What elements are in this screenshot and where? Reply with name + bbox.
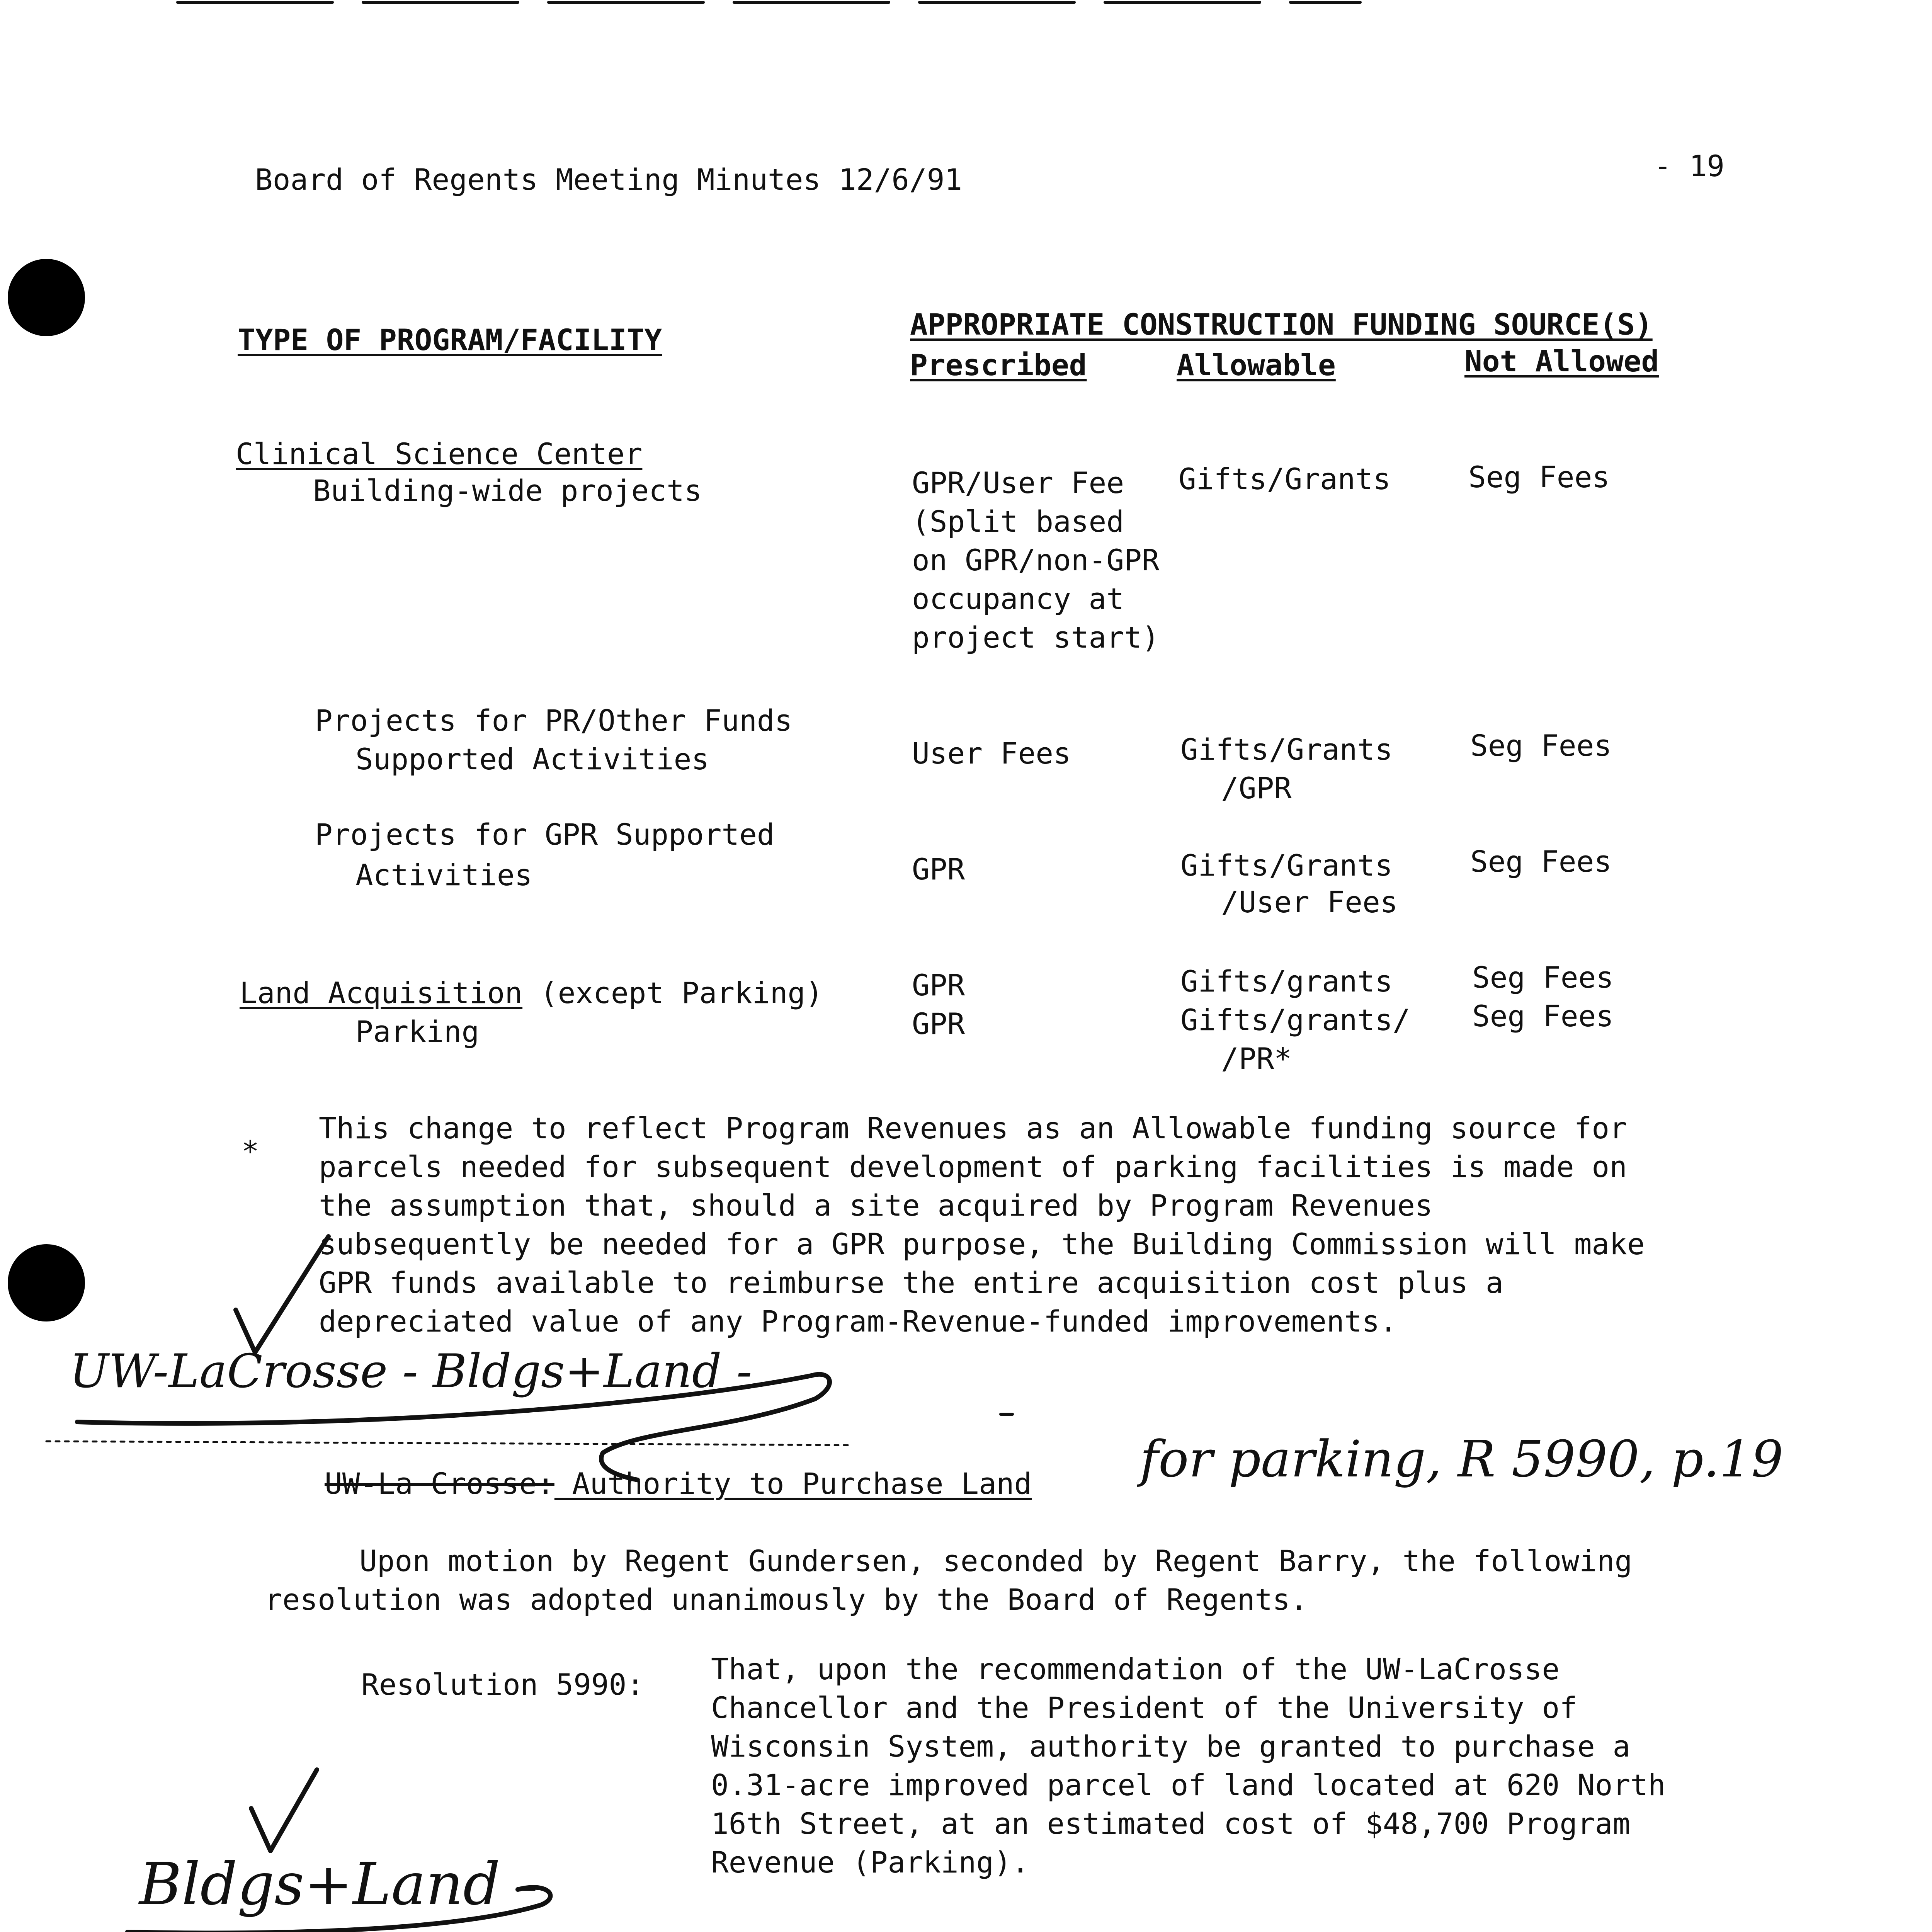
row-gpr-prescribed: GPR — [912, 852, 965, 886]
footnote-line: the assumption that, should a site acquired by Program Revenues — [319, 1188, 1433, 1223]
resolution-line: Wisconsin System, authority be granted to purchase a — [711, 1729, 1631, 1764]
document-title: Board of Regents Meeting Minutes 12/6/91 — [255, 162, 963, 197]
row-parking-allowable-line1: Gifts/grants/ — [1180, 1003, 1410, 1037]
handwritten-note-bldgs-land: Bldgs+Land - — [139, 1851, 538, 1918]
resolution-line: That, upon the recommendation of the UW-LaCrosse — [711, 1652, 1560, 1686]
subheader-not-allowed: Not Allowed — [1464, 344, 1659, 378]
resolution-text — [711, 1650, 1666, 1882]
row-land-acquisition-type — [240, 974, 823, 1012]
resolution-line: 16th Street, at an estimated cost of $48,700 Program — [711, 1806, 1631, 1841]
prescribed-line: project start) — [912, 620, 1160, 655]
resolution-line: Revenue (Parking). — [711, 1845, 1029, 1879]
column-header-type: TYPE OF PROGRAM/FACILITY — [238, 323, 662, 357]
row-parking-not-allowed: Seg Fees — [1472, 999, 1614, 1033]
row-pr-funds-allowable-line1: Gifts/Grants — [1180, 732, 1393, 767]
subheader-prescribed: Prescribed — [910, 348, 1087, 382]
row-parking-type: Parking — [355, 1014, 480, 1049]
row-building-wide-type: Building-wide projects — [313, 473, 702, 508]
row-gpr-type-line2: Activities — [355, 858, 532, 892]
footnote-line: parcels needed for subsequent development of parking facilities is made on — [319, 1150, 1627, 1184]
prescribed-line: on GPR/non-GPR — [912, 543, 1160, 577]
footnote-line: depreciated value of any Program-Revenue-funded improvements. — [319, 1304, 1398, 1338]
checkmark-icon — [236, 1236, 328, 1352]
punch-hole-middle — [8, 1244, 85, 1321]
prescribed-line: occupancy at — [912, 582, 1124, 616]
punch-hole-top — [8, 259, 85, 336]
footnote-line: GPR funds available to reimburse the entire acquisition cost plus a — [319, 1265, 1503, 1300]
except-parking-label: (except Parking) — [522, 976, 823, 1010]
clinical-science-center-title: Clinical Science Center — [236, 437, 643, 471]
prescribed-line: (Split based — [912, 504, 1124, 539]
row-pr-funds-not-allowed: Seg Fees — [1470, 728, 1612, 763]
row-land-acquisition-allowable: Gifts/grants — [1180, 964, 1393, 998]
row-building-wide-prescribed — [912, 464, 1160, 657]
footnote-marker: * — [242, 1134, 259, 1168]
row-pr-funds-type-line2: Supported Activities — [355, 742, 709, 776]
row-building-wide-allowable: Gifts/Grants — [1179, 462, 1391, 496]
row-building-wide-not-allowed: Seg Fees — [1468, 460, 1610, 494]
resolution-label: Resolution 5990: — [361, 1667, 645, 1702]
row-pr-funds-allowable-line2: /GPR — [1221, 771, 1292, 805]
page-number: - 19 — [1654, 149, 1725, 183]
subheader-allowable: Allowable — [1177, 348, 1336, 382]
row-parking-prescribed: GPR — [912, 1007, 965, 1041]
row-land-acquisition-not-allowed: Seg Fees — [1472, 960, 1614, 995]
dashed-rule — [46, 1441, 850, 1445]
checkmark-icon — [251, 1770, 317, 1851]
row-gpr-allowable-line2: /User Fees — [1221, 885, 1398, 919]
section1-intro — [265, 1542, 1633, 1619]
purchase-land-heading: Authority to Purchase Land — [554, 1466, 1032, 1501]
row-parking-allowable-line2: /PR* — [1221, 1041, 1292, 1076]
column-header-funding: APPROPRIATE CONSTRUCTION FUNDING SOURCE(S) — [910, 307, 1653, 342]
land-acquisition-label: Land Acquisition — [240, 976, 523, 1010]
row-gpr-type-line1: Projects for GPR Supported — [315, 817, 775, 852]
handwritten-note-lacrosse: UW-LaCrosse - Bldgs+Land - — [70, 1345, 752, 1398]
resolution-line: 0.31-acre improved parcel of land located at 620 North — [711, 1768, 1666, 1802]
footnote-text — [319, 1109, 1645, 1341]
intro-line: Upon motion by Regent Gundersen, seconded by Regent Barry, the following — [359, 1544, 1633, 1578]
footnote-line: This change to reflect Program Revenues as an Allowable funding source for — [319, 1111, 1627, 1145]
row-gpr-not-allowed: Seg Fees — [1470, 844, 1612, 879]
row-land-acquisition-prescribed: GPR — [912, 968, 965, 1002]
section-heading-purchase-land — [325, 1464, 1032, 1503]
struck-campus-name: UW-La Crosse: — [325, 1466, 554, 1501]
footnote-line: subsequently be needed for a GPR purpose, the Building Commission will make — [319, 1227, 1645, 1261]
row-gpr-allowable-line1: Gifts/Grants — [1180, 848, 1393, 883]
row-pr-funds-type-line1: Projects for PR/Other Funds — [315, 703, 793, 738]
handwritten-note-parking: for parking, R 5990, p.19 — [1140, 1430, 1784, 1488]
intro-line: resolution was adopted unanimously by the Board of Regents. — [265, 1582, 1308, 1617]
prescribed-line: GPR/User Fee — [912, 466, 1124, 500]
row-pr-funds-prescribed: User Fees — [912, 736, 1071, 770]
resolution-line: Chancellor and the President of the University of — [711, 1690, 1578, 1725]
